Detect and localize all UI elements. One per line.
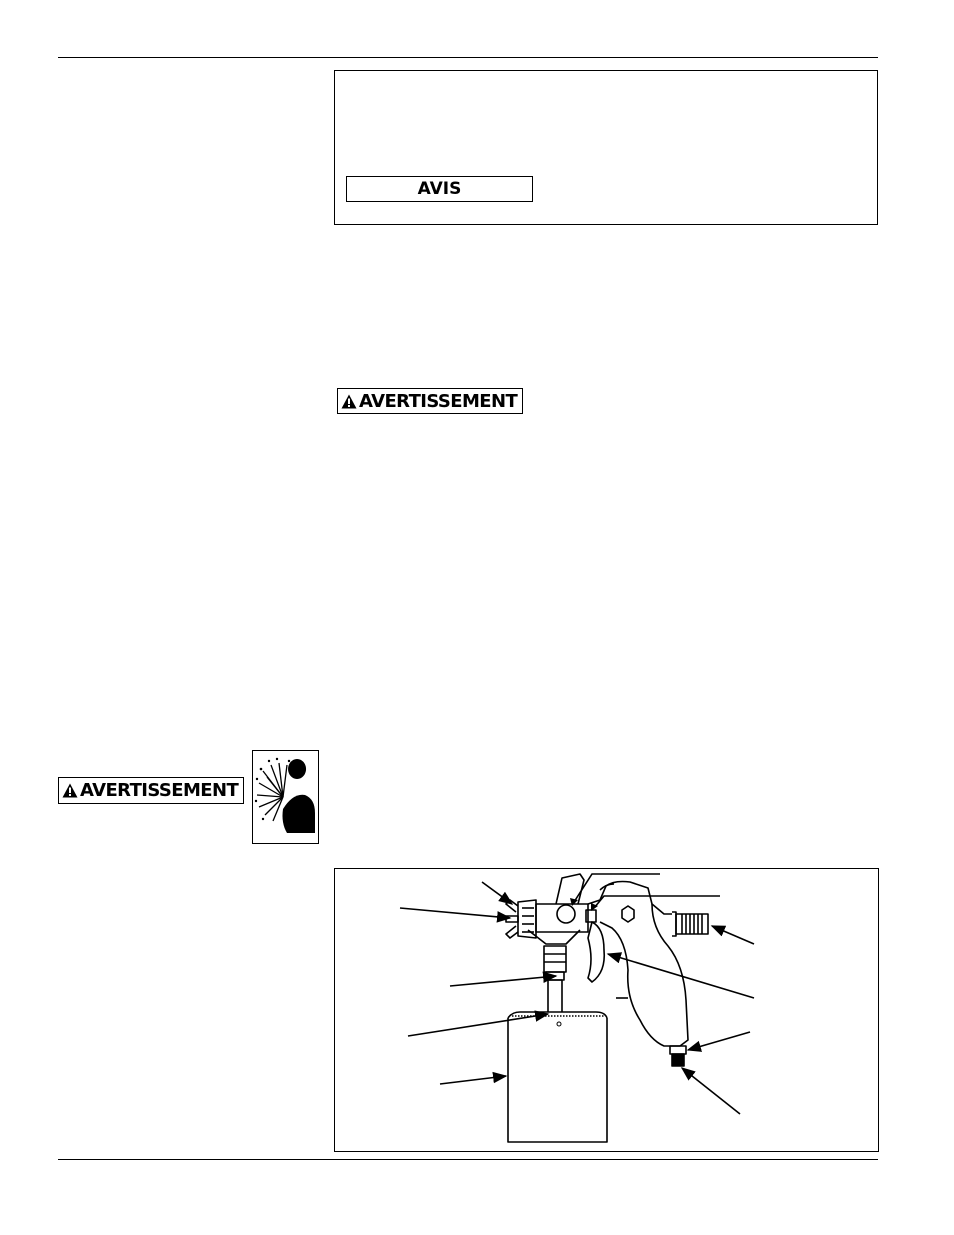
warning-label-2-text: AVERTISSEMENT	[80, 780, 239, 801]
paint-cup	[508, 1018, 607, 1142]
warning-label-1-text: AVERTISSEMENT	[359, 390, 518, 412]
footer-rule	[58, 1159, 878, 1160]
notice-label: AVIS	[346, 176, 533, 202]
